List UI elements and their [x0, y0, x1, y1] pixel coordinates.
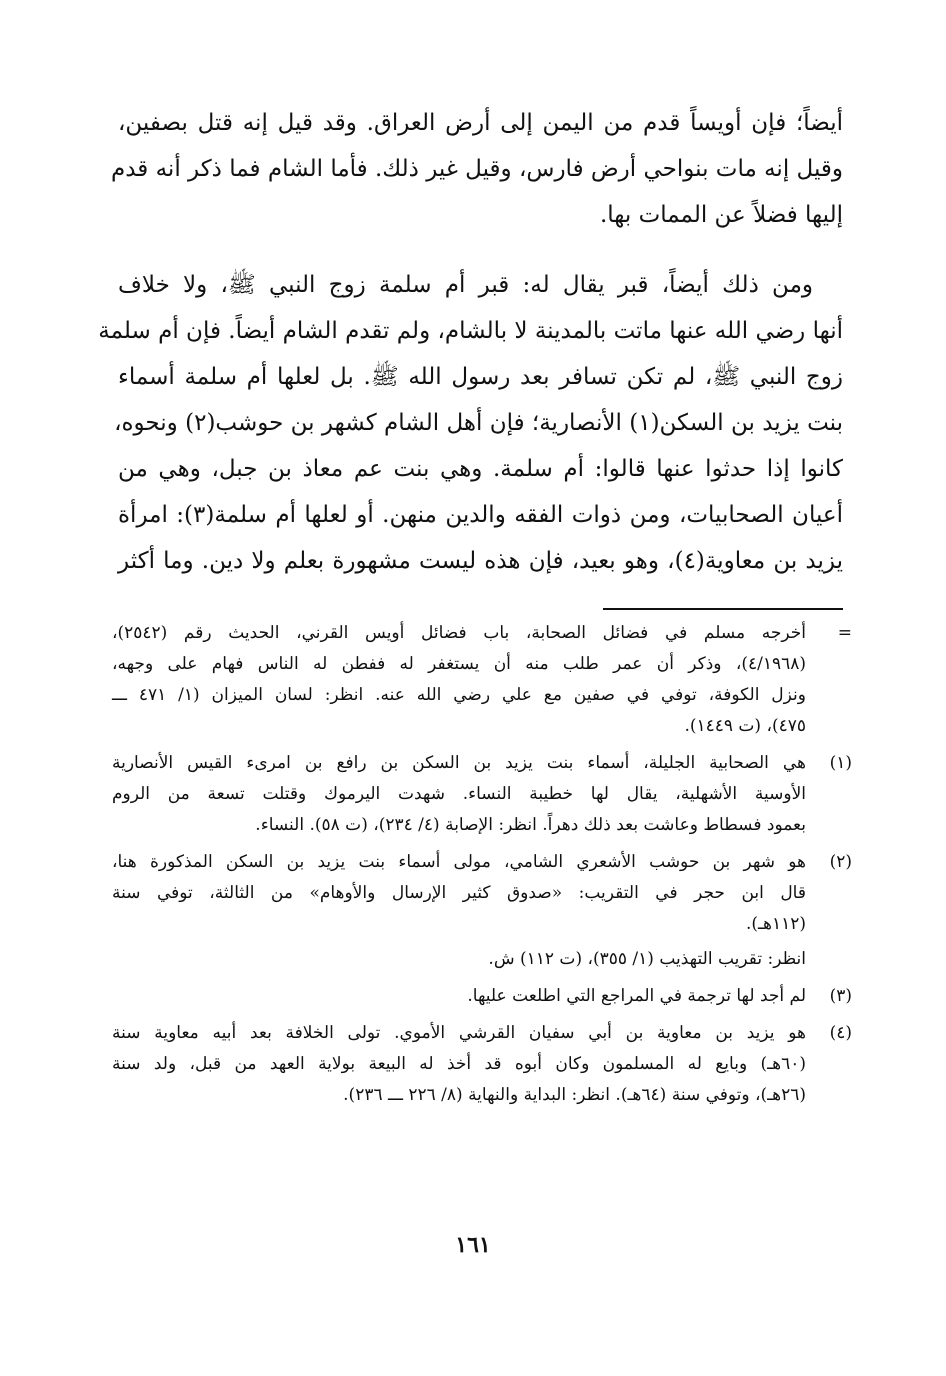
footnote-number: (٢) — [829, 852, 852, 872]
footnotes-section — [112, 618, 852, 1117]
text-line: وقيل إنه مات بنواحي أرض فارس، وقيل غير ذلك. فأما الشام فما ذكر أنه قدم — [110, 156, 843, 182]
footnote-number: (١) — [829, 753, 852, 773]
footnote-1 — [112, 748, 852, 841]
footnote-line: ٤٧٥)، (ت ١٤٤٩). — [684, 716, 806, 736]
footnote-3 — [112, 981, 852, 1012]
text-line: يزيد بن معاوية(٤)، وهو بعيد، فإن هذه ليست مشهورة بعلم ولا دين. وما أكثر — [118, 548, 843, 574]
main-text-body — [98, 100, 844, 584]
footnote-line: (١١٢هـ). — [745, 914, 806, 934]
footnote-line: الأوسية الأشهلية، يقال لها خطيبة النساء. شهدت اليرموك وقتلت تسعة من الروم — [112, 784, 806, 804]
footnote-2 — [112, 847, 852, 975]
footnote-4 — [112, 1018, 852, 1111]
footnote-line: (٤/١٩٦٨)، وذكر أن عمر طلب منه أن يستغفر له ففطن له الناس فهام على وجهه، — [112, 654, 806, 674]
footnote-number: (٤) — [829, 1023, 852, 1043]
footnote-line: هي الصحابية الجليلة، أسماء بنت يزيد بن السكن بن رافع بن امرىء القيس الأنصارية — [112, 753, 806, 773]
text-line: إليها فضلاً عن الممات بها. — [599, 202, 843, 228]
footnote-continuation — [112, 618, 852, 742]
text-line: ومن ذلك أيضاً، قبر يقال له: قبر أم سلمة زوج النبي ﷺ، ولا خلاف — [118, 272, 813, 298]
footnote-line: انظر: تقريب التهذيب (١/ ٣٥٥)، (ت ١١٢) ش. — [488, 949, 806, 969]
text-line: أعيان الصحابيات، ومن ذوات الفقه والدين منهن. أو لعلها أم سلمة(٣): امرأة — [118, 502, 844, 528]
footnote-separator — [603, 608, 843, 610]
text-line: بنت يزيد بن السكن(١) الأنصارية؛ فإن أهل الشام كشهر بن حوشب(٢) ونحوه، — [114, 410, 843, 436]
footnote-line: (٢٦هـ)، وتوفي سنة (٦٤هـ). انظر: البداية والنهاية (٨/ ٢٢٦ ـــ ٢٣٦). — [343, 1085, 806, 1105]
footnote-line: (٦٠هـ) وبايع له المسلمون وكان أبوه قد أخذ له البيعة بولاية العهد من قبل، ولد سنة — [112, 1054, 806, 1074]
continuation-marker: = — [837, 623, 852, 643]
footnote-line: هو يزيد بن معاوية بن أبي سفيان القرشي الأموي. تولى الخلافة بعد أبيه معاوية سنة — [112, 1023, 806, 1043]
text-line: زوج النبي ﷺ، لم تكن تسافر بعد رسول الله ﷺ. بل لعلها أم سلمة أسماء — [118, 364, 843, 390]
footnote-line: هو شهر بن حوشب الأشعري الشامي، مولى أسماء بنت يزيد بن السكن المذكورة هنا، — [112, 852, 806, 872]
text-line: كانوا إذا حدثوا عنها قالوا: أم سلمة. وهي بنت عم معاذ بن جبل، وهي من — [118, 456, 843, 482]
footnote-number: (٣) — [829, 986, 852, 1006]
text-line: أنها رضي الله عنها ماتت بالمدينة لا بالشام، ولم تقدم الشام أيضاً. فإن أم سلمة — [98, 318, 843, 344]
text-line: أيضاً؛ فإن أويساً قدم من اليمن إلى أرض العراق. وقد قيل إنه قتل بصفين، — [118, 110, 843, 136]
footnote-line: قال ابن حجر في التقريب: «صدوق كثير الإرسال والأوهام» من الثالثة، توفي سنة — [112, 883, 806, 903]
footnote-line: أخرجه مسلم في فضائل الصحابة، باب فضائل أويس القرني، الحديث رقم (٢٥٤٢)، — [112, 623, 806, 643]
page-number: ١٦١ — [455, 1232, 491, 1258]
paragraph-gap — [118, 238, 843, 262]
footnote-line: بعمود فسطاط وعاشت بعد ذلك دهراً. انظر: الإصابة (٤/ ٢٣٤)، (ت ٥٨). النساء. — [255, 815, 806, 835]
footnote-line: ونزل الكوفة، توفي في صفين مع علي رضي الله عنه. انظر: لسان الميزان (١/ ٤٧١ ـــ — [112, 685, 806, 705]
footnote-line: لم أجد لها ترجمة في المراجع التي اطلعت عليها. — [467, 986, 806, 1006]
